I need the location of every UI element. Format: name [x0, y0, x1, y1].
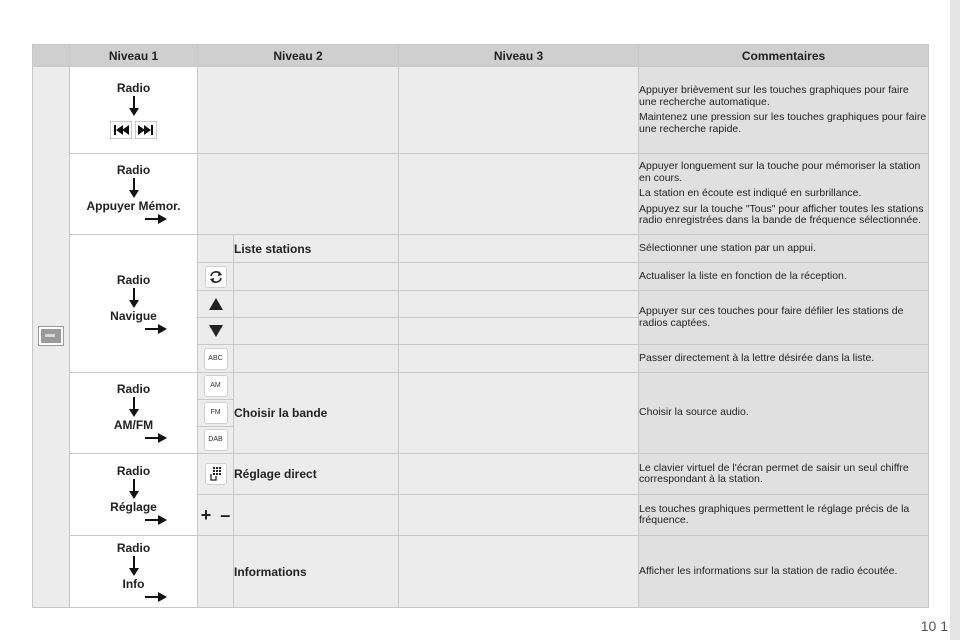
radio-device-icon — [39, 327, 63, 345]
table-row — [33, 536, 929, 608]
menu-table — [32, 44, 929, 608]
icon-cell — [198, 400, 234, 427]
icon-cell — [198, 291, 234, 318]
comment-cell — [639, 67, 929, 154]
table-row — [33, 454, 929, 495]
level1-sublabel: Navigue — [110, 308, 157, 323]
arrow-right-icon — [145, 213, 167, 225]
level3-empty — [399, 495, 639, 536]
level1-navigue — [70, 235, 198, 373]
level2-empty — [234, 495, 399, 536]
comment-text: Appuyer brièvement sur les touches graphiques pour faire une recherche automatique. — [639, 84, 909, 108]
minus-icon[interactable]: – — [220, 505, 231, 525]
icon-cell — [198, 495, 234, 536]
page-number: 10 1 — [920, 618, 948, 634]
icon-cell — [198, 345, 234, 373]
header-commentaires: Commentaires — [639, 45, 929, 67]
comment-text: Appuyer longuement sur la touche pour mémoriser la station en cours. — [639, 160, 921, 184]
header-blank — [33, 45, 70, 67]
icon-cell — [198, 427, 234, 454]
table-row — [33, 373, 929, 400]
abc-icon[interactable]: ABC — [204, 348, 228, 370]
arrow-up-icon[interactable] — [205, 293, 227, 315]
level1-label: Radio — [116, 163, 151, 177]
level2-empty — [234, 291, 399, 318]
comment-cell: Passer directement à la lettre désirée dans la liste. — [639, 345, 929, 373]
level1-amfm — [70, 373, 198, 454]
choisir-bande-label: Choisir la bande — [234, 373, 399, 454]
table-row — [33, 154, 929, 235]
arrow-down-icon[interactable] — [205, 320, 227, 342]
level1-sublabel: Info — [122, 576, 145, 591]
icon-cell-empty — [198, 235, 234, 263]
arrow-down-icon — [127, 479, 141, 499]
plus-icon[interactable]: + — [200, 505, 212, 525]
keypad-icon[interactable] — [205, 463, 227, 485]
comment-text: La station en écoute est indiqué en surbrillance. — [639, 187, 862, 200]
level1-sublabel: Réglage — [110, 499, 157, 514]
level3-empty — [399, 454, 639, 495]
level1-info — [70, 536, 198, 608]
level1-memor — [70, 154, 198, 235]
icon-cell-empty — [198, 536, 234, 608]
scrollbar[interactable] — [950, 0, 960, 640]
level3-empty — [399, 318, 639, 345]
comment-cell — [639, 154, 929, 235]
level3-empty — [399, 373, 639, 454]
arrow-down-icon — [127, 96, 141, 116]
level2-empty — [234, 263, 399, 291]
arrow-down-icon — [127, 556, 141, 576]
arrow-right-icon — [145, 432, 167, 444]
table-row — [33, 235, 929, 263]
comment-cell: Afficher les informations sur la station de radio écoutée. — [639, 536, 929, 608]
level2-empty — [198, 67, 399, 154]
comment-cell: Choisir la source audio. — [639, 373, 929, 454]
level2-empty — [234, 345, 399, 373]
icon-cell — [198, 263, 234, 291]
level1-label: Radio — [116, 81, 151, 95]
comment-cell: Sélectionner une station par un appui. — [639, 235, 929, 263]
level3-empty — [399, 67, 639, 154]
level2-empty — [198, 154, 399, 235]
arrow-right-icon — [145, 591, 167, 603]
reglage-direct-label[interactable]: Réglage direct — [234, 454, 399, 495]
next-track-icon[interactable] — [135, 121, 157, 139]
comment-cell: Appuyer sur ces touches pour faire défiler les stations de radios captées. — [639, 291, 929, 345]
previous-track-icon[interactable] — [110, 121, 132, 139]
liste-stations-label[interactable]: Liste stations — [234, 235, 399, 263]
arrow-down-icon — [127, 178, 141, 198]
level3-empty — [399, 291, 639, 318]
level1-radio-media — [70, 67, 198, 154]
table-header-row — [33, 45, 929, 67]
header-niveau-3: Niveau 3 — [399, 45, 639, 67]
level1-sublabel: Appuyer Mémor. — [86, 199, 181, 213]
level1-reglage — [70, 454, 198, 536]
level1-label: Radio — [116, 463, 151, 478]
am-band-button[interactable]: AM — [204, 375, 228, 397]
icon-cell — [198, 454, 234, 495]
comment-text: Appuyez sur la touche "Tous" pour afficher toutes les stations radio enregistrées dans la bande de fréquence sélectionnée. — [639, 202, 924, 227]
refresh-icon[interactable] — [205, 266, 227, 288]
dab-band-button[interactable]: DAB — [204, 429, 228, 451]
arrow-right-icon — [145, 514, 167, 526]
header-niveau-1: Niveau 1 — [70, 45, 198, 67]
comment-cell: Les touches graphiques permettent le réglage précis de la fréquence. — [639, 495, 929, 536]
comment-cell: Actualiser la liste en fonction de la réception. — [639, 263, 929, 291]
level3-empty — [399, 235, 639, 263]
arrow-right-icon — [145, 323, 167, 335]
level3-empty — [399, 345, 639, 373]
level1-label: Radio — [116, 382, 151, 396]
level3-empty — [399, 536, 639, 608]
icon-cell — [198, 318, 234, 345]
level2-empty — [234, 318, 399, 345]
level3-empty — [399, 154, 639, 235]
side-cell — [33, 67, 70, 608]
level1-label: Radio — [116, 540, 151, 555]
arrow-down-icon — [127, 288, 141, 308]
icon-cell — [198, 373, 234, 400]
table-row — [33, 67, 929, 154]
header-niveau-2: Niveau 2 — [198, 45, 399, 67]
level3-empty — [399, 263, 639, 291]
fm-band-button[interactable]: FM — [204, 402, 228, 424]
informations-label[interactable]: Informations — [234, 536, 399, 608]
comment-cell: Le clavier virtuel de l'écran permet de saisir un seul chiffre correspondant à la station. — [639, 454, 929, 495]
level1-label: Radio — [116, 272, 151, 287]
arrow-down-icon — [127, 397, 141, 417]
level1-sublabel: AM/FM — [113, 418, 154, 432]
comment-text: Maintenez une pression sur les touches graphiques pour faire une recherche rapide. — [639, 111, 927, 135]
